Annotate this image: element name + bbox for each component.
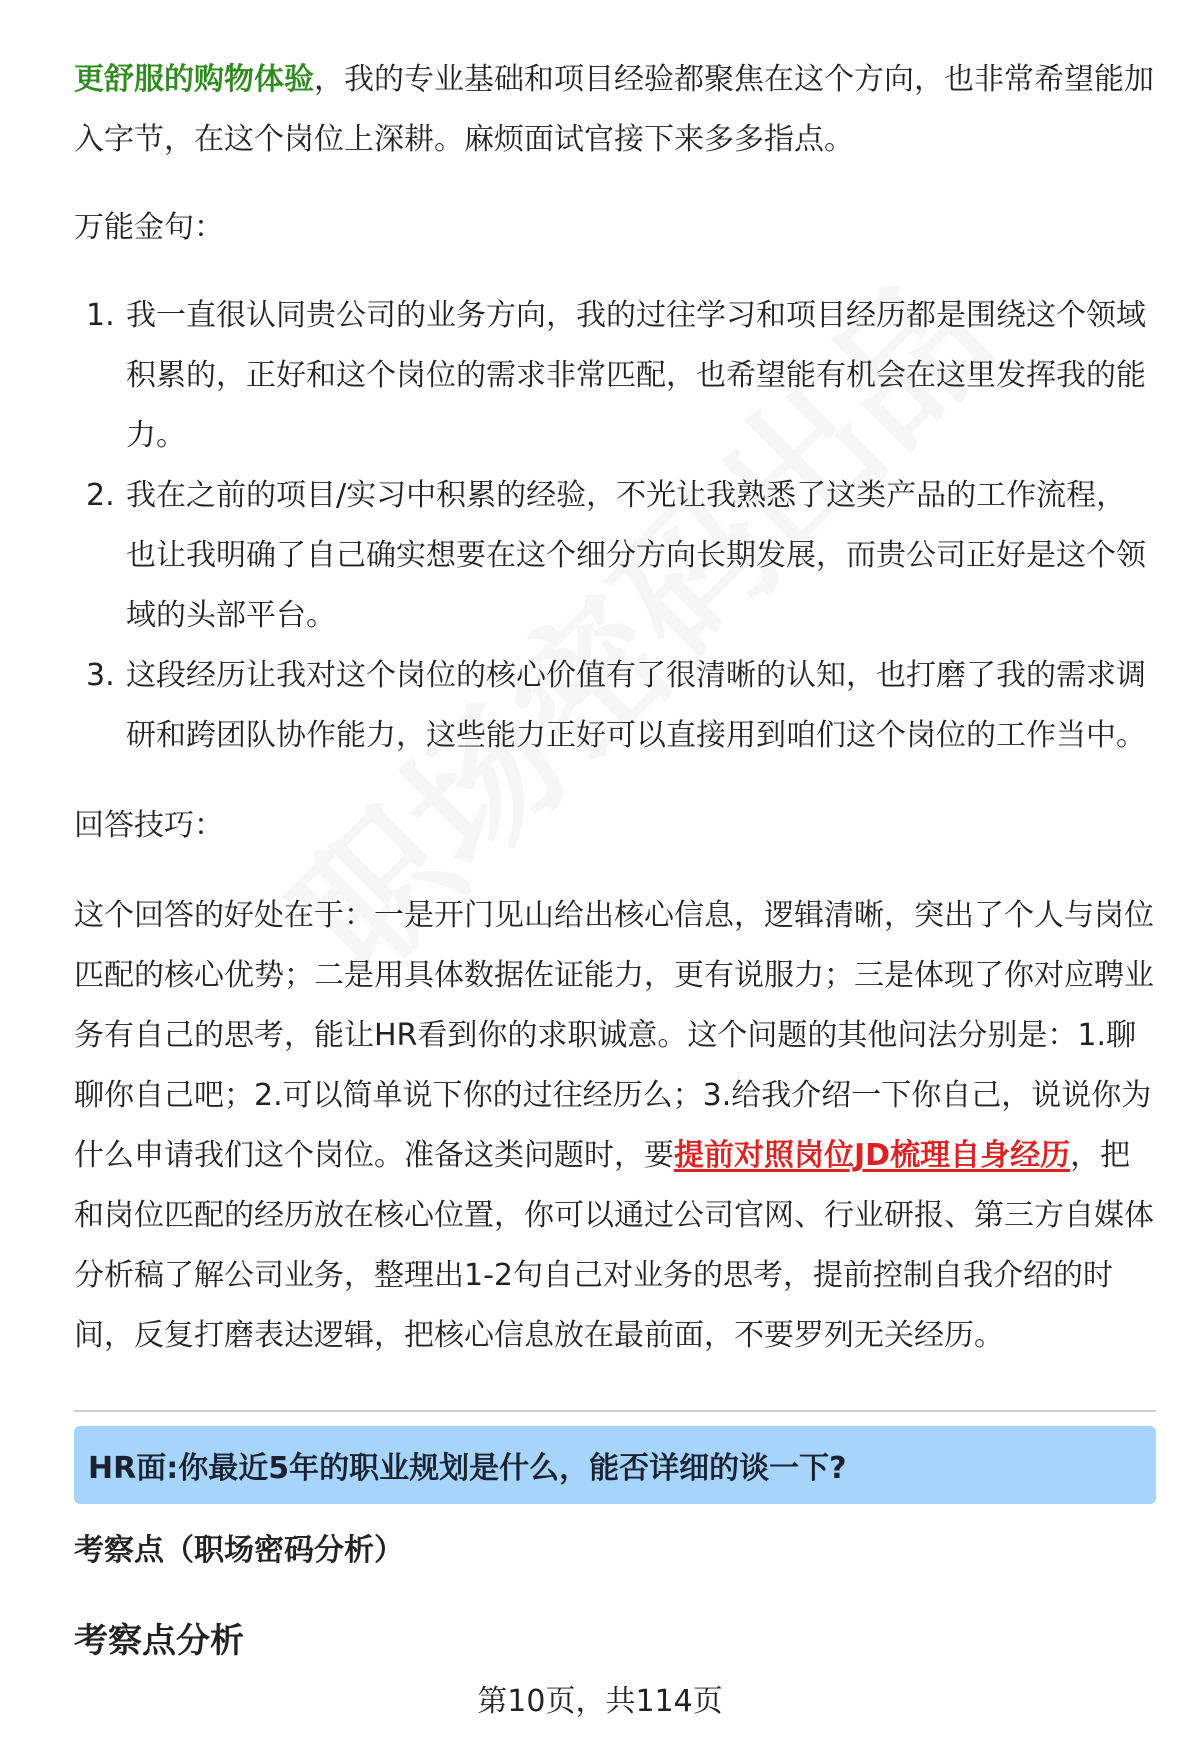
analysis-heading: 考察点分析 <box>74 1621 244 1661</box>
list-item <box>74 646 1156 766</box>
tips-text-before: 这个回答的好处在于：一是开门见山给出核心信息，逻辑清晰，突出了个人与岗位匹配的核心优势；二是用具体数据佐证能力，更有说服力；三是体现了你对应聘业务有自己的思考，能让HR看到你的求职诚意。这个问题的其他问法分别是：1.聊聊你自己吧；2.可以简单说下你的过往经历么；3.给我介绍一下你自己，说说你为什么申请我们这个岗位。准备这类问题时，要 <box>74 898 1154 1173</box>
tips-text-after: ，把和岗位匹配的经历放在核心位置，你可以通过公司官网、行业研报、第三方自媒体分析稿了解公司业务，整理出1-2句自己对业务的思考，提前控制自我介绍的时间，反复打磨表达逻辑，把核心信息放在最前面，不要罗列无关经历。 <box>74 1138 1154 1353</box>
sub-heading: 考察点（职场密码分析） <box>74 1533 404 1568</box>
list-item <box>74 286 1156 466</box>
intro-text: ，我的专业基础和项目经验都聚焦在这个方向，也非常希望能加入字节，在这个岗位上深耕。麻烦面试官接下来多多指点。 <box>74 62 1154 157</box>
golden-sentences-list <box>74 286 1156 766</box>
question-text: HR面:你最近5年的职业规划是什么，能否详细的谈一下? <box>88 1451 847 1486</box>
list-item-number: 3. <box>86 658 115 693</box>
golden-sentences-label: 万能金句： <box>74 210 224 245</box>
list-item-text: 这段经历让我对这个岗位的核心价值有了很清晰的认知，也打磨了我的需求调研和跨团队协作能力，这些能力正好可以直接用到咱们这个岗位的工作当中。 <box>126 658 1146 753</box>
list-item-text: 我一直很认同贵公司的业务方向，我的过往学习和项目经历都是围绕这个领域积累的，正好和这个岗位的需求非常匹配，也希望能有机会在这里发挥我的能力。 <box>126 298 1146 453</box>
list-item <box>74 466 1156 646</box>
document-page <box>74 50 1156 1666</box>
answer-tips-paragraph <box>74 886 1156 1366</box>
answer-tips-label: 回答技巧： <box>74 808 224 843</box>
intro-highlight: 更舒服的购物体验 <box>74 62 314 97</box>
list-item-number: 1. <box>86 298 115 333</box>
list-item-number: 2. <box>86 478 115 513</box>
section-divider <box>74 1410 1156 1412</box>
tips-highlight: 提前对照岗位JD梳理自身经历 <box>674 1138 1071 1173</box>
intro-paragraph <box>74 50 1156 170</box>
page-number-footer: 第10页，共114页 <box>477 1684 723 1719</box>
list-item-text: 我在之前的项目/实习中积累的经验，不光让我熟悉了这类产品的工作流程，也让我明确了自己确实想要在这个细分方向长期发展，而贵公司正好是这个领域的头部平台。 <box>126 478 1146 633</box>
question-callout <box>74 1426 1156 1504</box>
